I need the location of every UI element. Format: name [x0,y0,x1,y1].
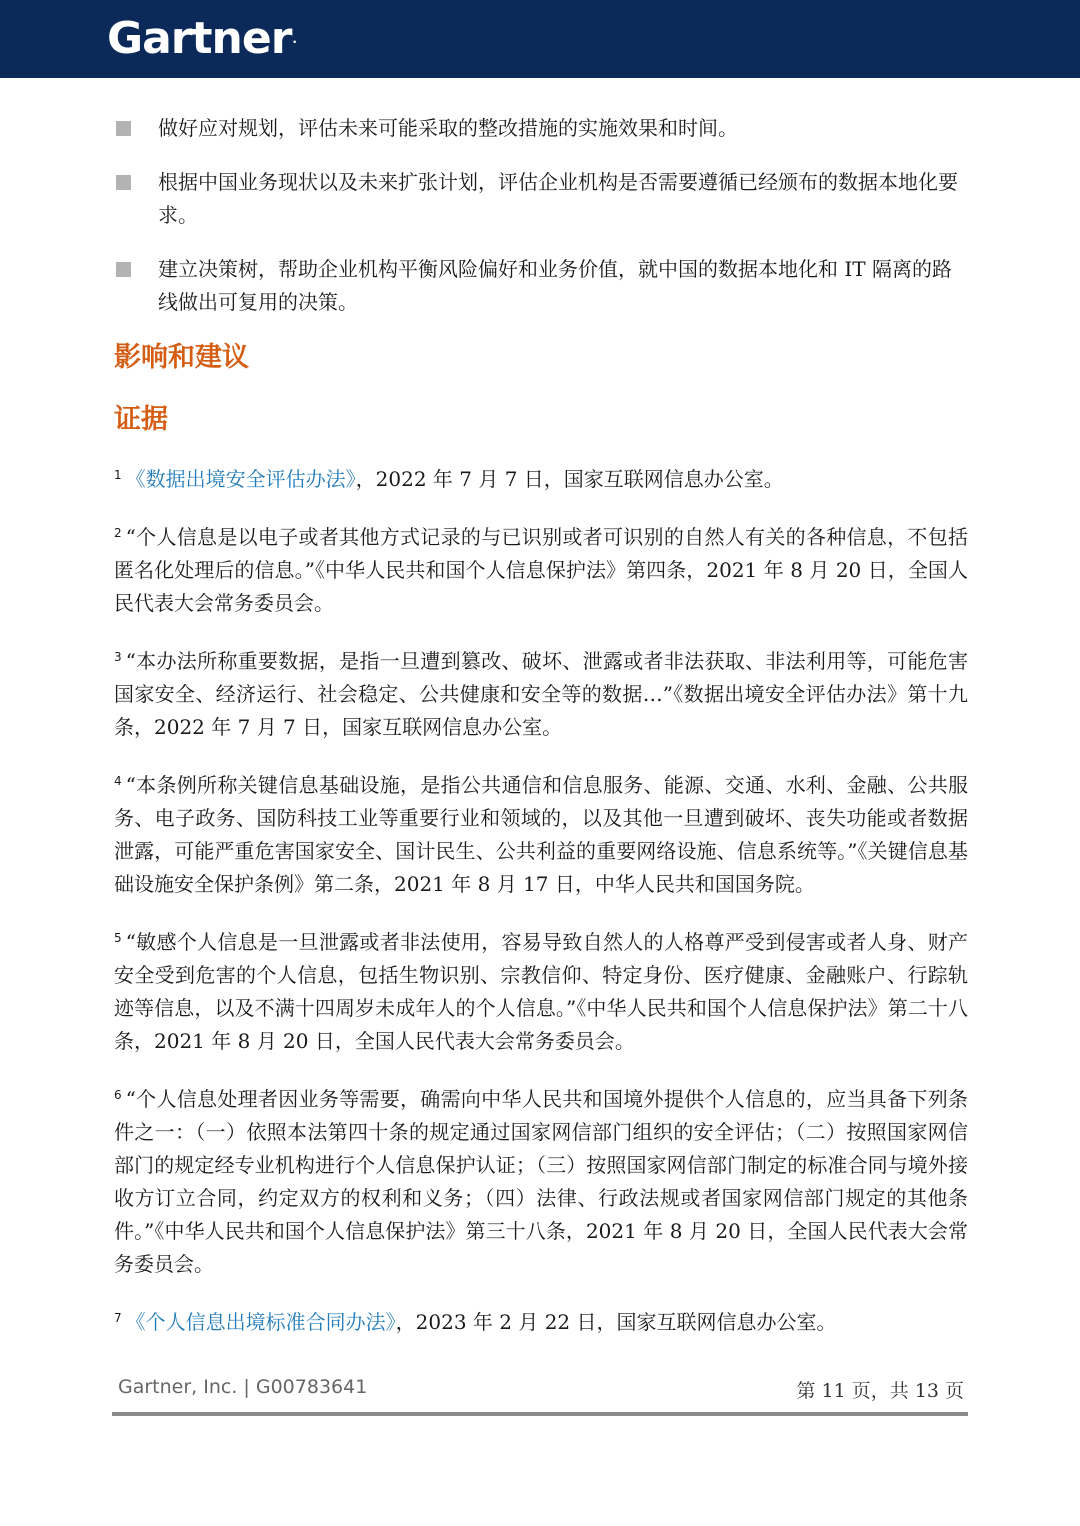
footer-document-id: Gartner, Inc. | G00783641 [118,1376,368,1398]
footnote-3: $^3$ “本办法所称重要数据，是指一旦遭到篡改、破坏、泄露或者非法获取、非法利用等，可能危害国家安全、经济运行、社会稳定、公共健康和安全等的数据…”《数据出境安全评估办法》第十九条，2022 年 7 月 7 日，国家互联网信息办公室。 [114,649,968,739]
footnote-link[interactable]: 《个人信息出境标准合同办法》 [125,1310,396,1334]
bullet-item: 做好应对规划，评估未来可能采取的整改措施的实施效果和时间。 [114,112,968,145]
footnote-number: 7 [114,1311,122,1325]
footnote-number: 6 [114,1088,122,1102]
square-bullet-icon [116,262,131,277]
footnote-4: $^4$ “本条例所称关键信息基础设施，是指公共通信和信息服务、能源、交通、水利、金融、公共服务、电子政务、国防科技工业等重要行业和领域的，以及其他一旦遭到破坏、丧失功能或者数据泄露，可能严重危害国家安全、国计民生、公共利益的重要网络设施、信息系统等。”《关键信息基础设施安全保护条例》第二条，2021 年 8 月 17 日，中华人民共和国国务院。 [114,773,968,896]
footnote-number: 2 [114,526,122,540]
footnote-1: $^1$ 《数据出境安全评估办法》，2022 年 7 月 7 日，国家互联网信息办公室。 [114,467,784,491]
evidence-notes [114,459,968,1339]
square-bullet-icon [116,175,131,190]
bullet-item: 建立决策树，帮助企业机构平衡风险偏好和业务价值，就中国的数据本地化和 IT 隔离的路线做出可复用的决策。 [114,253,968,319]
heading-impact: 影响和建议 [114,342,249,373]
page-content [114,112,968,1360]
footnote-number: 3 [114,650,122,664]
footnote-5: $^5$ “敏感个人信息是一旦泄露或者非法使用，容易导致自然人的人格尊严受到侵害或者人身、财产安全受到危害的个人信息，包括生物识别、宗教信仰、特定身份、医疗健康、金融账户、行踪轨迹等信息，以及不满十四周岁未成年人的个人信息。”《中华人民共和国个人信息保护法》第二十八条，2021 年 8 月 20 日，全国人民代表大会常务委员会。 [114,930,968,1053]
footnote-2: $^2$ “个人信息是以电子或者其他方式记录的与已识别或者可识别的自然人有关的各种信息，不包括匿名化处理后的信息。”《中华人民共和国个人信息保护法》第四条，2021 年 8 月 20 日，全国人民代表大会常务委员会。 [114,525,968,615]
gartner-logo: Gartner. [107,13,296,64]
footnote-number: 1 [114,468,122,482]
bullet-item: 根据中国业务现状以及未来扩张计划，评估企业机构是否需要遵循已经颁布的数据本地化要求。 [114,166,968,232]
footnote-link[interactable]: 《数据出境安全评估办法》 [125,467,356,491]
page-footer [114,1374,966,1404]
heading-evidence: 证据 [114,404,168,435]
square-bullet-icon [116,121,131,136]
bullet-list [114,112,968,319]
footer-page-number: 第 11 页，共 13 页 [796,1380,964,1402]
footer-divider [112,1412,968,1416]
footnote-number: 5 [114,931,122,945]
footnote-7: $^7$ 《个人信息出境标准合同办法》，2023 年 2 月 22 日，国家互联网信息办公室。 [114,1310,837,1334]
footnote-number: 4 [114,774,122,788]
footnote-6: $^6$ “个人信息处理者因业务等需要，确需向中华人民共和国境外提供个人信息的，应当具备下列条件之一：（一）依照本法第四十条的规定通过国家网信部门组织的安全评估；（二）按照国家网信部门的规定经专业机构进行个人信息保护认证；（三）按照国家网信部门制定的标准合同与境外接收方订立合同，约定双方的权利和义务；（四）法律、行政法规或者国家网信部门规定的其他条件。”《中华人民共和国个人信息保护法》第三十八条，2021 年 8 月 20 日，全国人民代表大会常务委员会。 [114,1087,968,1276]
page-header [0,0,1080,78]
